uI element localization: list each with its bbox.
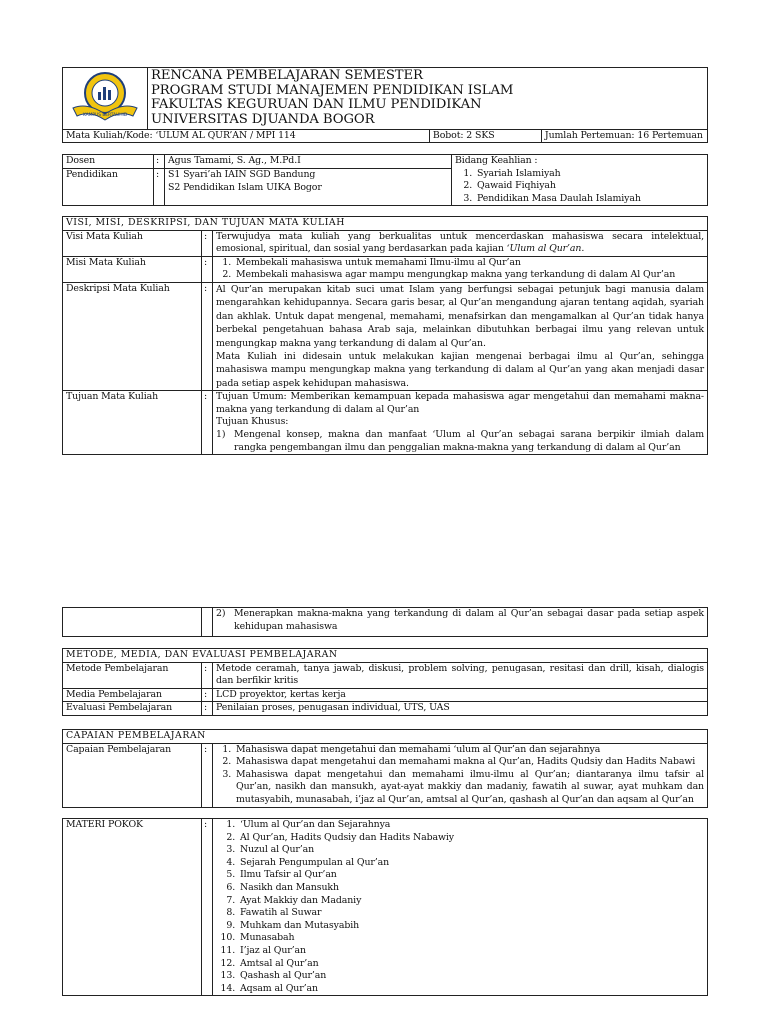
materi-label: MATERI POKOK bbox=[63, 819, 202, 996]
deskripsi-text: Al Qur’an merupakan kitab suci umat Islam yang berfungsi sebagai petunjuk bagi manusia dalam mengarahkan kehidupannya. Secara garis besar, al Qur’an mengandung ajaran tentang aqidah, syariah dan akhlak. Untuk dapat mengenal, memahami, menafsirkan dan mengamalkan al Qur’an tidak hanya berbekal pengetahuan bahasa Arab saja, melainkan dibutuhkan berbagai ilmu yang relevan untuk mengungkap makna yang terkandung di dalam al Qur’an. Mata Kuliah ini didesain untuk melakukan kajian mengenai berbagai ilmu al Qur’an, sehingga mahasiswa mampu mengungkap makna yang terkandung di dalam al Qur’an yang akan menjadi dasar pada setiap aspek kehidupan mahasiswa. bbox=[213, 282, 708, 390]
section-heading-capaian: CAPAIAN PEMBELAJARAN bbox=[63, 730, 708, 744]
misi-label: Misi Mata Kuliah bbox=[63, 256, 202, 282]
list-item: 3. Mahasiswa dapat mengetahui dan memahami ilmu-ilmu al Qur’an; diantaranya ilmu tafsir al Qur’an, nasikh dan mansukh, ayat-ayat makkiy dan madaniy, fawatih al suwar, ayat muhkam dan mutasyabih, munasabah, i’jaz al Qur’an, amtsal al Qur’an, qashash al Qur’an dan aqsam al Qur’an bbox=[234, 769, 704, 807]
tujuan-text: Tujuan Umum: Memberikan kemampuan kepada mahasiswa agar mengetahui dan memahami makna-makna yang terkandung di dalam al Qur’an Tujuan Khusus: 1) Mengenal konsep, makna dan manfaat ‘Ulum al Qur’an sebagai sarana berpikir ilmiah dalam rangka pengembangan ilmu dan penggalian makna-makna yang terkandung di dalam al Qur’an bbox=[213, 391, 708, 455]
evaluasi-label: Evaluasi Pembelajaran bbox=[63, 702, 202, 716]
lecturer-table: Dosen : Agus Tamami, S. Ag., M.Pd.I Bidang Keahlian : 1. Syariah Islamiyah 2. Qawaid Fiqhiyah 3. Pendidikan Masa Daulah Islamiyah Pendidikan : S1 Syari’ah IAIN SGD Bandung S2 Pendidikan Islam UIKA Bogor bbox=[62, 154, 708, 206]
list-item: 2. Membekali mahasiswa agar mampu mengungkap makna yang terkandung di dalam Al Qur’an bbox=[234, 269, 704, 282]
header-title-4: UNIVERSITAS DJUANDA BOGOR bbox=[151, 111, 375, 127]
list-item: 11. I’jaz al Qur’an bbox=[238, 945, 704, 958]
metode-value: Metode ceramah, tanya jawab, diskusi, problem solving, penugasan, resitasi dan drill, kisah, dialogis dan berfikir kritis bbox=[213, 662, 708, 688]
list-item: 1. Mahasiswa dapat mengetahui dan memahami ‘ulum al Qur’an dan sejarahnya bbox=[234, 744, 704, 757]
media-value: LCD proyektor, kertas kerja bbox=[213, 688, 708, 702]
course-code: Mata Kuliah/Kode: ‘ULUM AL QUR’AN / MPI 114 bbox=[63, 129, 430, 143]
meeting-count: Jumlah Pertemuan: 16 Pertemuan bbox=[541, 129, 707, 143]
materi-list bbox=[213, 819, 708, 996]
capaian-label: Capaian Pembelajaran bbox=[63, 743, 202, 807]
list-item: 2. Al Qur’an, Hadits Qudsiy dan Hadits Nabawiy bbox=[238, 832, 704, 845]
tujuan-continuation-table bbox=[62, 607, 708, 637]
section-heading-vmdt: VISI, MISI, DESKRIPSI, DAN TUJUAN MATA KULIAH bbox=[63, 217, 708, 231]
list-item: 5. Ilmu Tafsir al Qur’an bbox=[238, 869, 704, 882]
university-logo bbox=[63, 68, 148, 130]
deskripsi-label: Deskripsi Mata Kuliah bbox=[63, 282, 202, 390]
media-label: Media Pembelajaran bbox=[63, 688, 202, 702]
list-item: 6. Nasikh dan Mansukh bbox=[238, 882, 704, 895]
list-item: 13. Qashash al Qur’an bbox=[238, 970, 704, 983]
list-item: 1. Syariah Islamiyah bbox=[475, 168, 704, 181]
list-item: 2. Mahasiswa dapat mengetahui dan memahami makna al Qur’an, Hadits Qudsiy dan Hadits Nabawi bbox=[234, 756, 704, 769]
list-item: 10. Munasabah bbox=[238, 932, 704, 945]
list-item: 1. Membekali mahasiswa untuk memahami Ilmu-ilmu al Qur’an bbox=[234, 257, 704, 270]
vmdt-table: VISI, MISI, DESKRIPSI, DAN TUJUAN MATA KULIAH Visi Mata Kuliah : Terwujudya mata kuliah yang berkualitas untuk mencerdaskan mahasiswa secara intelektual, emosional, spiritual, dan sosial yang berdasarkan pada kajian ‘Ulum al Qur’an. Misi Mata Kuliah : 1. Membekali mahasiswa untuk memahami Ilmu-ilmu al Qur’an 2. Membekali mahasiswa agar mampu mengungkap makna yang terkandung di dalam Al Qur’an Deskripsi Mata Kuliah : Al Qur’an merupakan kitab suci umat Islam yang berfungsi sebagai petunjuk bagi manusia dalam mengarahkan kehidupannya. Secara garis besar, al Qur’an mengandung ajaran tentang aqidah, syariah dan akhlak. Untuk dapat mengenal, memahami, menafsirkan dan mengamalkan al Qur’an tidak hanya berbekal pengetahuan bahasa Arab saja, melainkan dibutuhkan berbagai ilmu yang relevan untuk mengungkap makna yang terkandung di dalam al Qur’an. Mata Kuliah ini didesain untuk melakukan kajian mengenai berbagai ilmu al Qur’an, sehingga mahasiswa mampu mengungkap makna yang terkandung di dalam al Qur’an yang akan menjadi dasar pada setiap aspek kehidupan mahasiswa. Tujuan Mata Kuliah : Tujuan Umum: Memberikan kemampuan kepada mahasiswa agar mengetahui dan memahami makna-makna yang terkandung di dalam al Qur’an Tujuan Khusus: 1) Mengenal konsep, makna dan manfaat ‘Ulum al Qur’an sebagai sarana berpikir ilmiah dalam rangka pengembangan ilmu dan penggalian makna-makna yang terkandung di dalam al Qur’an bbox=[62, 216, 708, 455]
tujuan-label: Tujuan Mata Kuliah bbox=[63, 391, 202, 455]
svg-text:KAMPUS BERTAUHID: KAMPUS BERTAUHID bbox=[82, 113, 128, 118]
list-item: 12. Amtsal al Qur’an bbox=[238, 958, 704, 971]
tujuan-khusus-2: Menerapkan makna-makna yang terkandung di dalam al Qur’an sebagai dasar pada setiap aspek kehidupan mahasiswa bbox=[234, 608, 704, 632]
list-item: 1. ‘Ulum al Qur’an dan Sejarahnya bbox=[238, 819, 704, 832]
list-item: 8. Fawatih al Suwar bbox=[238, 907, 704, 920]
visi-text: Terwujudya mata kuliah yang berkualitas untuk mencerdaskan mahasiswa secara intelektual, emosional, spiritual, dan sosial yang berdasarkan pada kajian ‘Ulum al Qur’an. bbox=[213, 230, 708, 256]
bidang-keahlian: Bidang Keahlian : 1. Syariah Islamiyah 2. Qawaid Fiqhiyah 3. Pendidikan Masa Daulah Islamiyah bbox=[452, 155, 708, 206]
list-item: 9. Muhkam dan Mutasyabih bbox=[238, 920, 704, 933]
misi-list bbox=[213, 256, 708, 282]
section-heading-metode: METODE, MEDIA, DAN EVALUASI PEMBELAJARAN bbox=[63, 649, 708, 663]
materi-table: MATERI POKOK : 1. ‘Ulum al Qur’an dan Sejarahnya 2. Al Qur’an, Hadits Qudsiy dan Hadits Nabawiy 3. Nuzul al Qur’an 4. Sejarah Pengumpulan al Qur’an 5. Ilmu Tafsir al Qur’an 6. Nasikh dan Mansukh 7. Ayat Makkiy dan Madaniy 8. Fawatih al Suwar 9. Muhkam dan Mutasyabih 10. Munasabah 11. I’jaz al Qur’an 12. Amtsal al Qur’an 13. Qashash al Qur’an 14. Aqsam al Qur’an bbox=[62, 818, 708, 996]
capaian-table: CAPAIAN PEMBELAJARAN Capaian Pembelajaran : 1. Mahasiswa dapat mengetahui dan memahami ‘ulum al Qur’an dan sejarahnya 2. Mahasiswa dapat mengetahui dan memahami makna al Qur’an, Hadits Qudsiy dan Hadits Nabawi 3. Mahasiswa dapat mengetahui dan memahami ilmu-ilmu al Qur’an; diantaranya ilmu tafsir al Qur’an, nasikh dan mansukh, ayat-ayat makkiy dan madaniy, fawatih al suwar, ayat muhkam dan mutasyabih, munasabah, i’jaz al Qur’an, amtsal al Qur’an, qashash al Qur’an dan aqsam al Qur’an bbox=[62, 729, 708, 808]
dosen-value: Agus Tamami, S. Ag., M.Pd.I bbox=[165, 155, 452, 169]
tujuan-khusus-1: Mengenal konsep, makna dan manfaat ‘Ulum al Qur’an sebagai sarana berpikir ilmiah dalam rangka pengembangan ilmu dan penggalian makna-makna yang terkandung di dalam al Qur’an bbox=[234, 429, 704, 453]
evaluasi-value: Penilaian proses, penugasan individual, UTS, UAS bbox=[213, 702, 708, 716]
tujuan-khusus-2-cell: 2) Menerapkan makna-makna yang terkandung di dalam al Qur’an sebagai dasar pada setiap aspek kehidupan mahasiswa bbox=[213, 608, 708, 637]
list-item: 2. Qawaid Fiqhiyah bbox=[475, 180, 704, 193]
header-title-3: FAKULTAS KEGURUAN DAN ILMU PENDIDIKAN bbox=[151, 97, 482, 113]
header-table bbox=[62, 67, 708, 143]
university-seal-icon bbox=[65, 68, 145, 124]
visi-label: Visi Mata Kuliah bbox=[63, 230, 202, 256]
dosen-label: Dosen bbox=[63, 155, 154, 169]
list-item: 3. Pendidikan Masa Daulah Islamiyah bbox=[475, 193, 704, 206]
capaian-list bbox=[213, 743, 708, 807]
pendidikan-label: Pendidikan bbox=[63, 169, 154, 206]
list-item: 3. Nuzul al Qur’an bbox=[238, 844, 704, 857]
list-item: 4. Sejarah Pengumpulan al Qur’an bbox=[238, 857, 704, 870]
course-weight: Bobot: 2 SKS bbox=[429, 129, 541, 143]
metode-table: METODE, MEDIA, DAN EVALUASI PEMBELAJARAN Metode Pembelajaran : Metode ceramah, tanya jawab, diskusi, problem solving, penugasan, resitasi dan drill, kisah, dialogis dan berfikir kritis Media Pembelajaran : LCD proyektor, kertas kerja Evaluasi Pembelajaran : Penilaian proses, penugasan individual, UTS, UAS bbox=[62, 648, 708, 716]
pendidikan-value: S1 Syari’ah IAIN SGD Bandung S2 Pendidikan Islam UIKA Bogor bbox=[165, 169, 452, 206]
list-item: 7. Ayat Makkiy dan Madaniy bbox=[238, 895, 704, 908]
list-item: 14. Aqsam al Qur’an bbox=[238, 983, 704, 996]
header-title-2: PROGRAM STUDI MANAJEMEN PENDIDIKAN ISLAM bbox=[151, 82, 514, 98]
metode-label: Metode Pembelajaran bbox=[63, 662, 202, 688]
header-title-1: RENCANA PEMBELAJARAN SEMESTER bbox=[151, 68, 423, 83]
